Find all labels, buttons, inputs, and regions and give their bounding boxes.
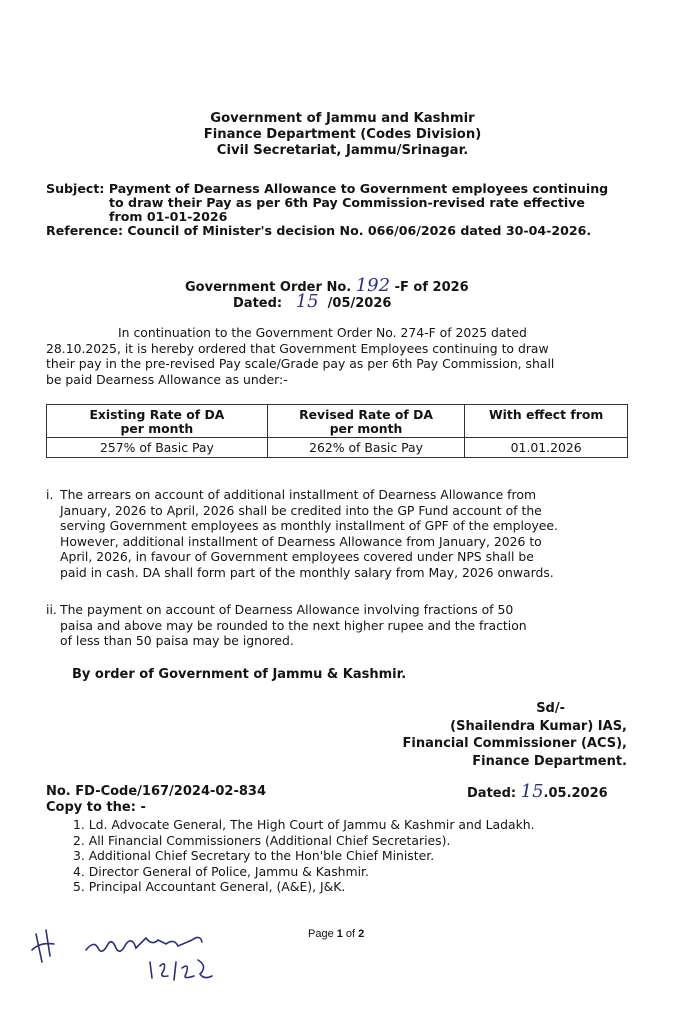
signatory-name: (Shailendra Kumar) IAS, xyxy=(450,718,627,734)
table-header-row xyxy=(47,405,628,438)
copy-dated-label: Dated: xyxy=(467,786,517,801)
subject-line-1: Payment of Dearness Allowance to Government employees continuing xyxy=(108,181,609,196)
reference-text: Council of Minister's decision No. 066/06/2026 dated 30-04-2026. xyxy=(127,223,592,238)
table-cell-revised: 262% of Basic Pay xyxy=(267,438,465,458)
list-item: 2. All Financial Commissioners (Additional Chief Secretaries). xyxy=(73,832,451,848)
order-number-handwritten: 192 xyxy=(355,275,391,296)
page-number: Page 1 of 2 xyxy=(308,928,365,940)
point-i-line: paid in cash. DA shall form part of the monthly salary from May, 2026 onwards. xyxy=(60,564,554,580)
letterhead-government: Government of Jammu and Kashmir xyxy=(210,111,475,126)
point-ii-line: of less than 50 paisa may be ignored. xyxy=(60,633,294,648)
order-suffix: -F of 2026 xyxy=(394,280,469,295)
letterhead-address: Civil Secretariat, Jammu/Srinagar. xyxy=(216,143,469,158)
point-i-number: i. xyxy=(46,487,54,502)
intro-paragraph xyxy=(46,325,628,387)
signatory-block xyxy=(403,700,627,770)
letterhead xyxy=(0,111,685,159)
subject-line-3: from 01-01-2026 xyxy=(109,209,228,224)
point-i-line: January, 2026 to April, 2026 shall be credited into the GP Fund account of the xyxy=(60,502,542,518)
point-ii xyxy=(46,602,630,652)
point-ii-number: ii. xyxy=(46,602,57,617)
signatory-designation: Financial Commissioner (ACS), xyxy=(402,736,627,751)
order-day-handwritten: 15 xyxy=(295,291,319,312)
list-item: 1. Ld. Advocate General, The High Court of Jammu & Kashmir and Ladakh. xyxy=(73,817,535,832)
point-i-line: The arrears on account of additional installment of Dearness Allowance from xyxy=(60,487,537,502)
list-item: 4. Director General of Police, Jammu & Kashmir. xyxy=(73,863,369,879)
point-i xyxy=(46,487,630,583)
point-i-line: April, 2026, in favour of Government employees covered under NPS shall be xyxy=(60,549,534,564)
intro-line-2: 28.10.2025, it is hereby ordered that Government Employees continuing to draw xyxy=(46,340,549,356)
copy-day-handwritten: 15 xyxy=(520,781,544,802)
point-ii-text xyxy=(60,602,630,649)
da-rate-table xyxy=(46,404,628,458)
by-order-line: By order of Government of Jammu & Kashmir. xyxy=(72,667,407,682)
point-i-line: However, additional installment of Dearness Allowance from January, 2026 to xyxy=(60,533,542,549)
reference-number: No. FD-Code/167/2024-02-834 xyxy=(46,784,267,799)
table-header-effect: With effect from xyxy=(465,405,628,438)
reference-label: Reference: xyxy=(46,223,124,238)
order-dated-label: Dated: xyxy=(233,296,283,311)
subject-label: Subject: xyxy=(46,181,105,196)
table-row xyxy=(47,438,628,458)
intro-line-3: their pay in the pre-revised Pay scale/Grade pay as per 6th Pay Commission, shall xyxy=(46,356,555,371)
copy-dated-rest: .05.2026 xyxy=(543,786,608,801)
copy-to-title: Copy to the: - xyxy=(46,800,146,815)
order-dated-rest: /05/2026 xyxy=(327,296,392,311)
point-ii-line: paisa and above may be rounded to the next higher rupee and the fraction xyxy=(60,617,527,633)
handwritten-signature-icon xyxy=(28,922,238,982)
list-item: 3. Additional Chief Secretary to the Hon'ble Chief Minister. xyxy=(73,848,435,864)
list-item: 5. Principal Accountant General, (A&E), J&K. xyxy=(73,879,346,895)
point-i-text xyxy=(60,487,630,580)
order-title xyxy=(185,275,469,312)
intro-line-1: In continuation to the Government Order No. 274-F of 2025 dated xyxy=(118,325,527,340)
table-cell-existing: 257% of Basic Pay xyxy=(47,438,268,458)
intro-line-4: be paid Dearness Allowance as under:- xyxy=(46,371,288,387)
point-i-line: serving Government employees as monthly installment of GPF of the employee. xyxy=(60,518,558,533)
letterhead-department: Finance Department (Codes Division) xyxy=(203,127,482,142)
copy-dated xyxy=(467,781,608,802)
signatory-department: Finance Department. xyxy=(472,753,627,769)
copy-to-list xyxy=(73,817,535,895)
point-ii-line: The payment on account of Dearness Allowance involving fractions of 50 xyxy=(60,602,514,617)
table-header-revised: Revised Rate of DA per month xyxy=(267,405,465,438)
table-header-existing: Existing Rate of DA per month xyxy=(47,405,268,438)
subject-block xyxy=(46,182,646,238)
table-cell-effect: 01.01.2026 xyxy=(465,438,628,458)
order-prefix: Government Order No. xyxy=(185,280,352,295)
subject-line-2: to draw their Pay as per 6th Pay Commission-revised rate effective xyxy=(109,195,585,210)
signatory-sd: Sd/- xyxy=(536,701,565,716)
